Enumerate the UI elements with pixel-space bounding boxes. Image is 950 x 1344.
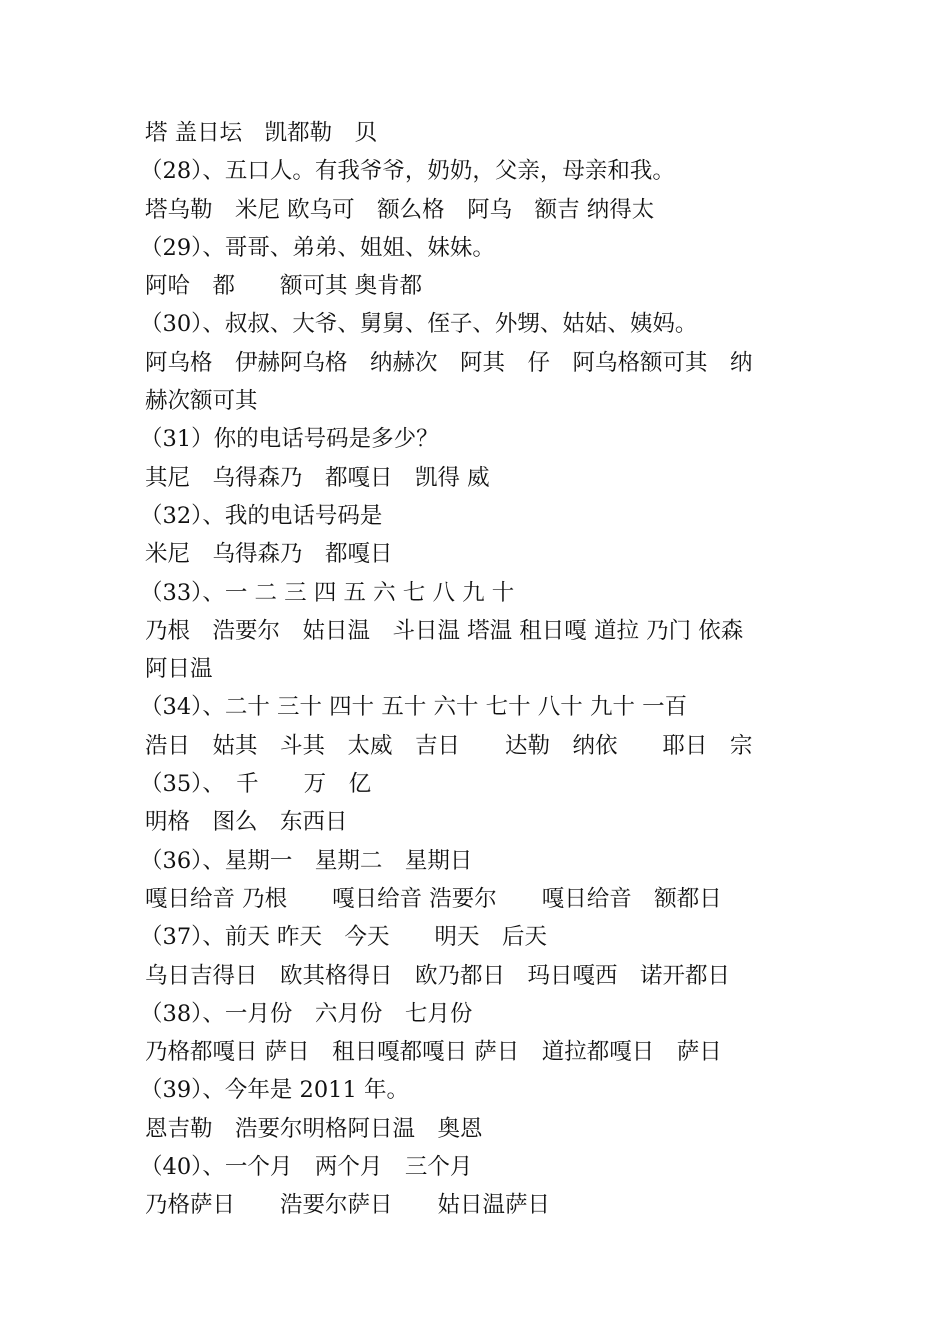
question-line: （37）、前天 昨天 今天 明天 后天 — [140, 924, 548, 951]
question-line: （34）、二十 三十 四十 五十 六十 七十 八十 九十 一百 — [140, 694, 688, 721]
question-line: （32）、我的电话号码是 — [140, 502, 383, 529]
translation-line: 乃格萨日 浩要尔萨日 姑日温萨日 — [145, 1192, 551, 1219]
question-line: （30）、叔叔、大爷、舅舅、侄子、外甥、姑姑、姨妈。 — [140, 311, 698, 338]
translation-line: 浩日 姑其 斗其 太威 吉日 达勒 纳依 耶日 宗 — [145, 732, 753, 759]
question-line: （36）、星期一 星期二 星期日 — [140, 847, 473, 874]
translation-line: 乃根 浩要尔 姑日温 斗日温 塔温 租日嘎 道拉 乃门 依森 — [145, 617, 744, 644]
translation-line: 明格 图么 东西日 — [145, 809, 348, 836]
question-line: （35）、 千 万 亿 — [140, 771, 372, 798]
translation-line: 其尼 乌得森乃 都嘎日 凯得 威 — [145, 464, 490, 491]
translation-line: 阿乌格 伊赫阿乌格 纳赫次 阿其 仔 阿乌格额可其 纳 — [145, 349, 753, 376]
translation-line: 阿日温 — [145, 656, 213, 683]
question-line: （38）、一月份 六月份 七月份 — [140, 1000, 473, 1027]
translation-line: 赫次额可其 — [145, 388, 258, 415]
question-line: （33）、一 二 三 四 五 六 七 八 九 十 — [140, 579, 515, 606]
translation-line: 塔 盖日坛 凯都勒 贝 — [145, 120, 378, 146]
translation-line: 恩吉勒 浩要尔明格阿日温 奥恩 — [145, 1115, 483, 1142]
question-line: （31）你的电话号码是多少？ — [140, 426, 439, 453]
question-line: （29）、哥哥、弟弟、姐姐、妹妹。 — [140, 234, 495, 261]
document-page — [140, 114, 825, 1225]
translation-line: 阿哈 都 额可其 奥肯都 — [145, 273, 423, 300]
translation-line: 乌日吉得日 欧其格得日 欧乃都日 玛日嘎西 诺开都日 — [145, 962, 731, 989]
question-line: （40）、一个月 两个月 三个月 — [140, 1154, 473, 1181]
question-line: （28）、五口人。有我爷爷，奶奶，父亲，母亲和我。 — [140, 158, 675, 185]
question-line: （39）、今年是 2011 年。 — [140, 1077, 409, 1104]
translation-line: 塔乌勒 米尼 欧乌可 额么格 阿乌 额吉 纳得太 — [145, 196, 655, 223]
translation-line: 米尼 乌得森乃 都嘎日 — [145, 541, 393, 568]
translation-line: 嘎日给音 乃根 嘎日给音 浩要尔 嘎日给音 额都日 — [145, 885, 722, 912]
translation-line: 乃格都嘎日 萨日 租日嘎都嘎日 萨日 道拉都嘎日 萨日 — [145, 1039, 722, 1066]
